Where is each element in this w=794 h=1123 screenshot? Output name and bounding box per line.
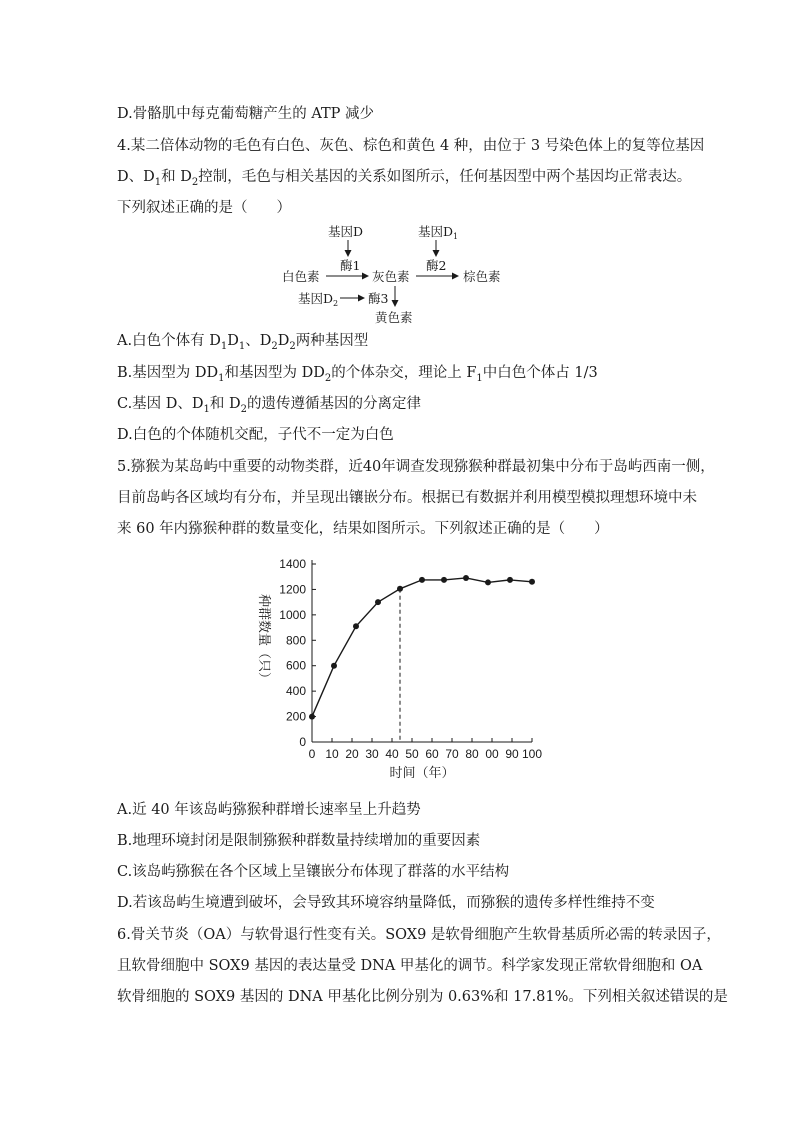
y-tick-label: 1000 xyxy=(279,607,306,622)
q5-stem-line-1: 5.猕猴为某岛屿中重要的动物类群，近40年调查发现猕猴种群最初集中分布于岛屿西南一侧， xyxy=(117,459,715,475)
data-point xyxy=(485,579,491,585)
yellow-pigment-label: 黄色素 xyxy=(375,310,413,325)
x-tick-label: 0 xyxy=(308,747,316,761)
y-tick-label: 800 xyxy=(285,633,306,648)
q4-option-a: A.白色个体有 $D_1D_1$、$D_2D_2$两种基因型 xyxy=(117,333,369,352)
data-point xyxy=(507,577,513,583)
q5-option-d: D.若该岛屿生境遭到破坏，会导致其环境容纳量降低，而猕猴的遗传多样性维持不变 xyxy=(117,895,655,911)
x-tick-label: 50 xyxy=(405,747,419,761)
gene-pathway-diagram xyxy=(270,218,530,330)
gene-d-label: 基因D xyxy=(328,224,364,239)
data-point xyxy=(419,577,425,583)
y-tick-label: 200 xyxy=(285,709,306,724)
y-tick-label: 600 xyxy=(285,658,306,673)
q6-stem-line-2: 且软骨细胞中 SOX9 基因的表达量受 DNA 甲基化的调节。科学家发现正常软骨细胞和 OA xyxy=(117,958,703,974)
x-tick-label: 60 xyxy=(425,747,439,761)
x-tick-label: 10 xyxy=(325,747,339,761)
y-axis-label: 种群数量（只） xyxy=(256,594,271,686)
data-point xyxy=(353,623,359,629)
x-tick-label: 20 xyxy=(345,747,359,761)
data-point xyxy=(375,599,381,605)
option-d-previous: D.骨骼肌中每克葡萄糖产生的 ATP 减少 xyxy=(117,106,375,122)
q5-stem-line-3: 来 60 年内猕猴种群的数量变化，结果如图所示。下列叙述正确的是（ ） xyxy=(117,521,609,537)
x-tick-label: 100 xyxy=(521,747,543,761)
data-point xyxy=(331,663,337,669)
gene-d2-label: 基因$D_2$ xyxy=(298,291,339,308)
population-chart xyxy=(240,548,550,788)
x-tick-label: 90 xyxy=(505,747,519,761)
q5-stem-line-2: 目前岛屿各区域均有分布，并呈现出镶嵌分布。根据已有数据并利用模型模拟理想环境中未 xyxy=(117,490,697,506)
x-tick-label: 40 xyxy=(385,747,399,761)
brown-pigment-label: 棕色素 xyxy=(463,269,501,284)
population-series-line xyxy=(312,578,532,717)
q4-option-c: C.基因 D、$D_1$和 $D_2$的遗传遵循基因的分离定律 xyxy=(117,396,422,415)
q4-option-b: B.基因型为 $DD_1$和基因型为 $DD_2$的个体杂交，理论上 $F_1$中白色个体占 1/3 xyxy=(117,365,598,384)
enzyme-2-label: 酶2 xyxy=(426,258,447,273)
q6-stem-line-1: 6.骨关节炎（OA）与软骨退行性变有关。SOX9 是软骨细胞产生软骨基质所必需的转录因子， xyxy=(117,927,721,943)
gray-pigment-label: 灰色素 xyxy=(372,269,410,284)
q5-option-a: A.近 40 年该岛屿猕猴种群增长速率呈上升趋势 xyxy=(117,802,421,818)
y-tick-label: 0 xyxy=(299,735,306,749)
x-tick-label: 70 xyxy=(445,747,459,761)
q4-stem-line-2: D、$D_1$和 $D_2$控制，毛色与相关基因的关系如图所示，任何基因型中两个基因均正常表达。 xyxy=(117,169,692,188)
x-axis-label: 时间（年） xyxy=(389,766,455,781)
x-tick-label: 00 xyxy=(485,747,499,761)
data-point xyxy=(463,575,469,581)
q5-option-c: C.该岛屿猕猴在各个区域上呈镶嵌分布体现了群落的水平结构 xyxy=(117,864,510,880)
gene-d1-label: 基因$D_1$ xyxy=(418,224,459,241)
q4-stem-line-1: 4.某二倍体动物的毛色有白色、灰色、棕色和黄色 4 种，由位于 3 号染色体上的复等位基因 xyxy=(117,138,705,154)
y-tick-label: 400 xyxy=(285,684,306,699)
y-tick-label: 1400 xyxy=(279,557,306,571)
enzyme-3-label: 酶3 xyxy=(368,291,389,306)
data-point xyxy=(529,579,535,585)
y-tick-label: 1200 xyxy=(279,582,306,597)
white-pigment-label: 白色素 xyxy=(282,269,320,284)
data-point xyxy=(309,714,315,720)
q4-stem-line-3: 下列叙述正确的是（ ） xyxy=(117,200,291,216)
q6-stem-line-3: 软骨细胞的 SOX9 基因的 DNA 甲基化比例分别为 0.63%和 17.81%。下列相关叙述错误的是 xyxy=(117,989,728,1005)
data-point xyxy=(441,577,447,583)
x-tick-label: 30 xyxy=(365,747,379,761)
q4-option-d: D.白色的个体随机交配，子代不一定为白色 xyxy=(117,427,394,443)
enzyme-1-label: 酶1 xyxy=(340,258,361,273)
x-tick-label: 80 xyxy=(465,747,479,761)
data-point xyxy=(397,586,403,592)
q5-option-b: B.地理环境封闭是限制猕猴种群数量持续增加的重要因素 xyxy=(117,833,481,849)
